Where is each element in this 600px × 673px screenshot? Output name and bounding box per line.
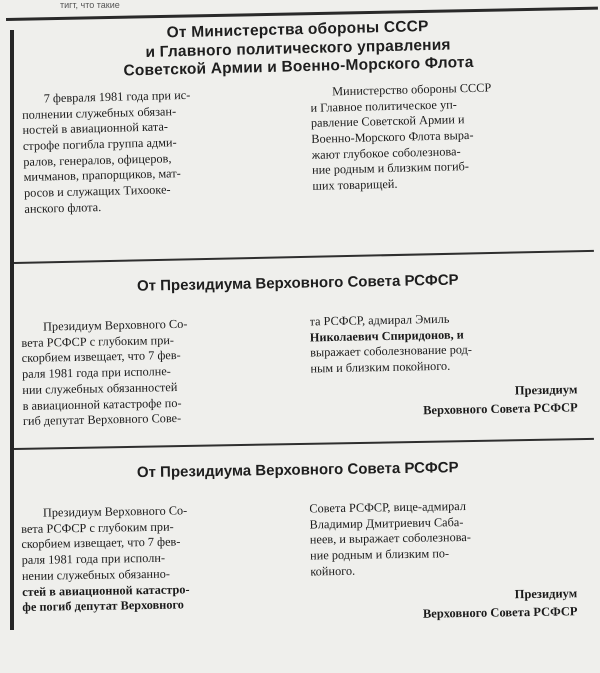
notice-1-right-column	[310, 78, 579, 210]
notice-3-columns	[21, 497, 578, 629]
text-line: скорбием извещает, что 7 фев-	[21, 534, 181, 552]
notice-1-columns	[22, 78, 580, 217]
text-line: Президиум Верховного Со-	[42, 316, 188, 334]
frame-left-rule	[10, 30, 14, 630]
notice-3-right-column	[309, 497, 577, 624]
text-line: ние родным и близким погиб-	[311, 159, 470, 178]
text-line: Военно-Морского Флота выра-	[311, 127, 474, 146]
text-line: в авиационной катастрофе по-	[22, 395, 182, 413]
text-line: Министерство обороны СССР	[331, 80, 492, 99]
notice-3-left-column	[21, 502, 289, 629]
notice-1-heading-line: и Главного политического управления	[145, 36, 451, 61]
notice-presidium-spiridonov	[20, 259, 578, 440]
text-line: ностей в авиационной ката-	[22, 119, 169, 138]
text-line: ние родным и близким по-	[309, 546, 450, 563]
notice-1-left-column	[22, 85, 291, 217]
text-line: койного.	[310, 563, 356, 579]
text-line: неев, и выражает соболезнова-	[309, 530, 471, 547]
signature-line: Президиум	[514, 382, 578, 398]
notice-1-heading-line: Советской Армии и Военно-Морского Флота	[123, 54, 474, 80]
text-line: Совета РСФСР, вице-адмирал	[309, 499, 467, 516]
notice-3-heading: От Президиума Верховного Совета РСФСР	[136, 459, 459, 482]
text-line: нии служебных обязанностей	[22, 379, 178, 397]
text-line: вета РСФСР с глубоким при-	[21, 519, 174, 536]
text-line: мичманов, прапорщиков, мат-	[23, 166, 181, 185]
text-line: нении служебных обязанно-	[21, 566, 171, 583]
top-fragment-text: тигт, что такие	[60, 0, 120, 10]
text-line: равление Советской Армии и	[310, 112, 465, 131]
notice-2-right-column	[309, 309, 578, 424]
text-line: гиб депутат Верховного Сове-	[22, 411, 182, 429]
notice-1-heading-line: От Министерства обороны СССР	[166, 18, 429, 42]
text-line: раля 1981 года при исполне-	[21, 364, 171, 382]
text-line: Владимир Дмитриевич Саба-	[309, 514, 464, 532]
notice-2-left-column	[21, 315, 290, 430]
notice-2-heading: От Президиума Верховного Совета РСФСР	[136, 271, 459, 295]
notice-2-signature	[311, 380, 578, 421]
text-line: вета РСФСР с глубоким при-	[21, 332, 175, 350]
text-line: раля 1981 года при исполн-	[21, 550, 166, 568]
text-line: ших товарищей.	[312, 177, 398, 194]
notice-2-columns	[21, 309, 578, 430]
text-line: строфе погибла группа адми-	[22, 135, 177, 153]
notice-3-signature	[311, 584, 578, 624]
text-line: та РСФСР, адмирал Эмиль	[309, 311, 450, 329]
text-line: росов и служащих Тихооке-	[23, 182, 171, 201]
text-line: жают глубокое соболезнова-	[311, 143, 461, 162]
text-line: Президиум Верховного Со-	[42, 503, 188, 520]
text-line: выражает соболезнование род-	[310, 342, 473, 360]
notice-presidium-sabaneev	[20, 447, 578, 646]
signature-line: Президиум	[514, 585, 578, 601]
text-line: 7 февраля 1981 года при ис-	[43, 87, 191, 106]
signature-line: Верховного Совета РСФСР	[422, 604, 578, 621]
text-line: ралов, генералов, офицеров,	[23, 151, 172, 169]
notice-ministry-of-defence	[20, 14, 581, 259]
signature-line: Верховного Совета РСФСР	[422, 400, 578, 418]
text-line: фе погиб депутат Верховного	[22, 597, 185, 615]
text-line: анского флота.	[24, 199, 102, 216]
text-line: и Главное политическое уп-	[310, 96, 457, 115]
text-line: ным и близким покойного.	[310, 358, 451, 376]
text-line: Николаевич Спиридонов, и	[309, 327, 464, 345]
text-line: полнении служебных обязан-	[21, 103, 177, 122]
text-line: стей в авиационной катастро-	[22, 582, 190, 599]
text-line: скорбием извещает, что 7 фев-	[21, 348, 181, 366]
